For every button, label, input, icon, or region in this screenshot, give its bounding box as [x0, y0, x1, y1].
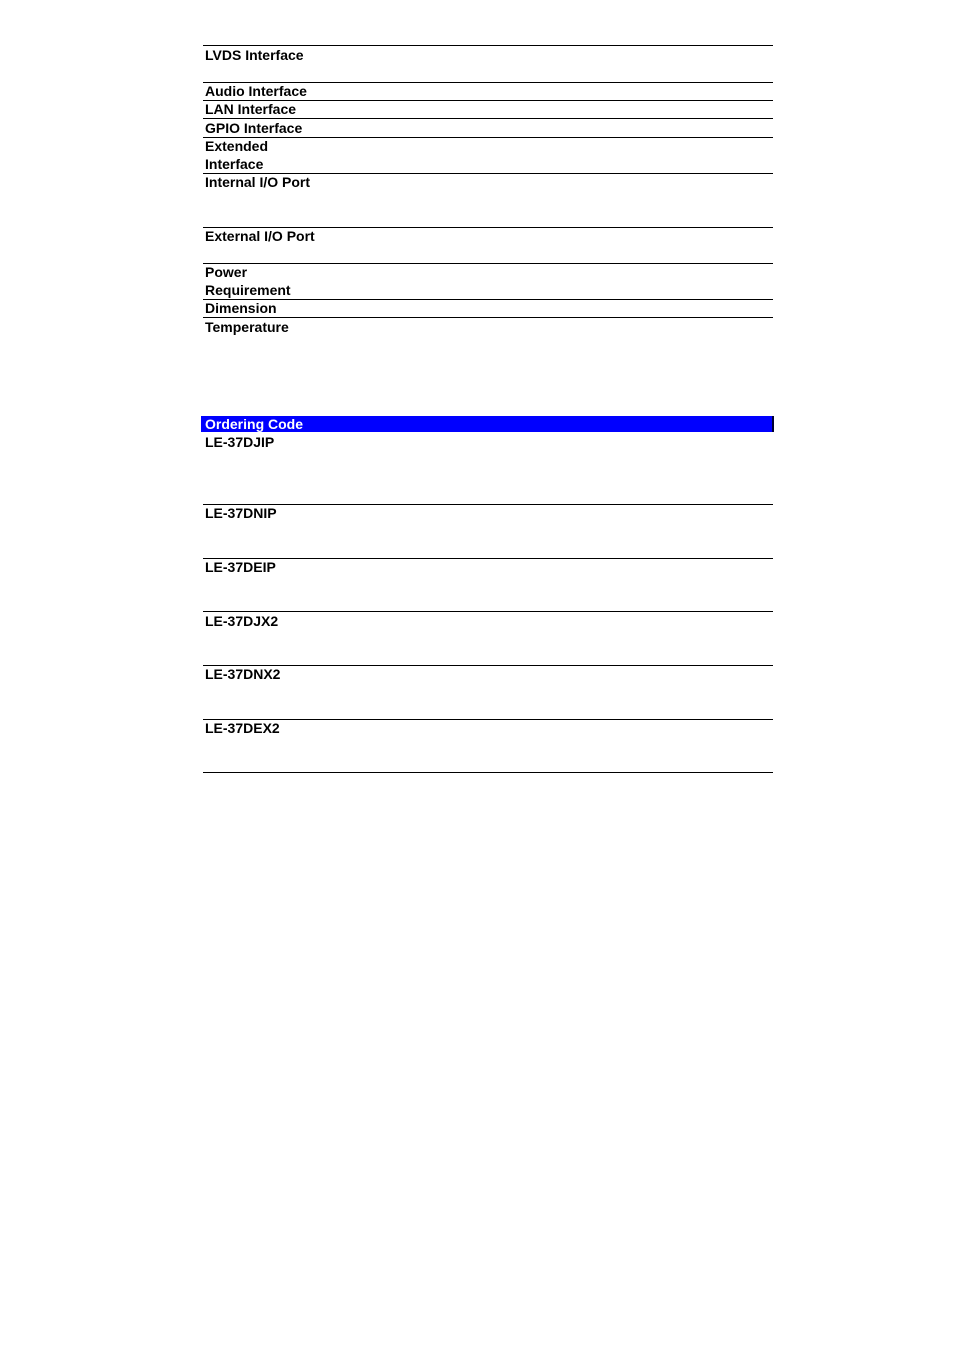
order-row-divider [203, 772, 773, 773]
order-code-de-x2: LE-37DEX2 [205, 720, 280, 736]
spec-label-dimension: Dimension [205, 300, 277, 316]
order-code-de-ip: LE-37DEIP [205, 559, 276, 575]
spec-label-gpio: GPIO Interface [205, 120, 303, 136]
spec-label-lvds: LVDS Interface [205, 47, 304, 63]
spec-label-extended: Extended Interface [205, 138, 269, 172]
order-code-dj-x2: LE-37DJX2 [205, 613, 279, 629]
spec-label-audio: Audio Interface [205, 83, 307, 99]
spec-label-power: Power Requirement [205, 264, 291, 298]
header-bar-edge [772, 416, 774, 432]
spec-label-lan: LAN Interface [205, 101, 297, 117]
order-code-dj-ip: LE-37DJIP [205, 434, 275, 450]
order-code-dn-ip: LE-37DNIP [205, 505, 277, 521]
ordering-code-header: Ordering Code [205, 416, 304, 432]
spec-label-temperature: Temperature [205, 319, 289, 335]
spec-label-internal-io: Internal I/O Port [205, 174, 311, 190]
spec-label-external-io: External I/O Port [205, 228, 315, 244]
order-code-dn-x2: LE-37DNX2 [205, 666, 281, 682]
